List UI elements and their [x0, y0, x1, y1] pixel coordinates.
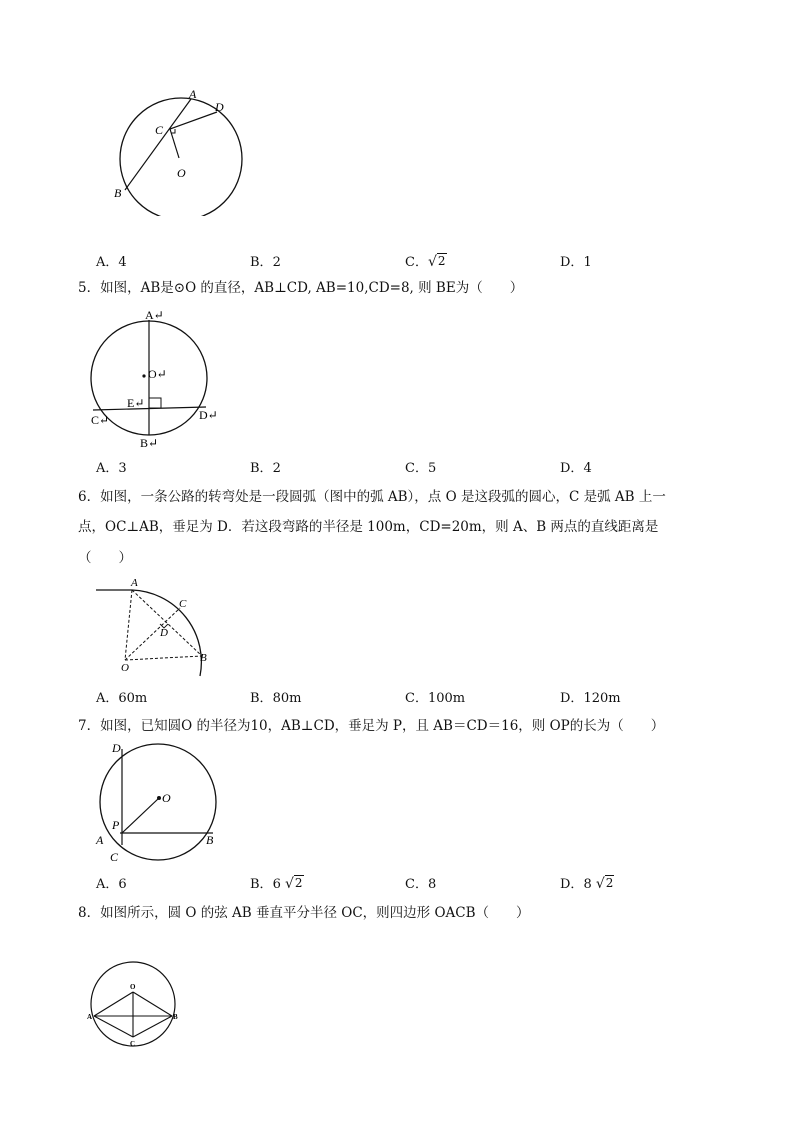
q8-label-O: O — [130, 983, 136, 991]
q8-figure — [86, 958, 186, 1050]
q6-option-a[interactable]: A．60m — [96, 691, 148, 706]
q6-label-C: C — [179, 598, 187, 610]
q8-label-C: C — [130, 1040, 136, 1048]
q5-label-E: E↵ — [127, 396, 145, 410]
q4-option-c[interactable]: C．√2 — [405, 254, 446, 270]
q7-label-A: A — [96, 833, 104, 847]
q6-question-line3: （ ） — [78, 550, 132, 566]
q5-label-O: O↵ — [148, 367, 167, 381]
q8-question-text: 8．如图所示，圆 O 的弦 AB 垂直平分半径 OC，则四边形 OACB（ ） — [78, 905, 530, 921]
q5-option-a[interactable]: A．3 — [96, 461, 127, 476]
q7-label-P: P — [112, 818, 120, 832]
q6-label-O: O — [121, 662, 129, 674]
q6-option-b[interactable]: B．80m — [250, 691, 302, 706]
q6-question-line2: 点，OC⊥AB，垂足为 D．若这段弯路的半径是 100m，CD=20m，则 A、B 两点的直线距离是 — [78, 519, 659, 535]
q4-label-A: A — [189, 87, 197, 101]
q7-figure — [92, 741, 222, 865]
q8-label-A: A — [87, 1013, 93, 1021]
q7-label-B: B — [206, 833, 214, 847]
sqrt-symbol: √2 — [595, 876, 614, 892]
q8-label-B: B — [173, 1013, 178, 1021]
q4-label-O: O — [177, 166, 186, 180]
q5-label-B: B↵ — [140, 436, 159, 450]
q7-option-a[interactable]: A．6 — [96, 877, 127, 892]
q6-figure — [94, 576, 219, 680]
q7-option-c[interactable]: C．8 — [405, 877, 437, 892]
q7-option-d[interactable]: D．8 √2 — [560, 876, 614, 892]
sqrt-symbol: √2 — [427, 254, 446, 270]
q5-option-b[interactable]: B．2 — [250, 461, 281, 476]
q7-label-C: C — [110, 850, 119, 864]
q6-option-c[interactable]: C．100m — [405, 691, 466, 706]
q4-option-b[interactable]: B．2 — [250, 255, 281, 270]
q6-label-B: B — [200, 652, 207, 664]
q5-label-A: A↵ — [145, 308, 164, 322]
q4-label-D: D — [215, 100, 224, 114]
q5-option-d[interactable]: D．4 — [560, 461, 592, 476]
q4-figure — [105, 86, 255, 216]
q5-option-c[interactable]: C．5 — [405, 461, 437, 476]
q5-question-text: 5．如图，AB是⊙O 的直径，AB⊥CD, AB=10,CD=8, 则 BE为（ ） — [78, 280, 524, 296]
sqrt-symbol: √2 — [284, 876, 303, 892]
q6-option-d[interactable]: D．120m — [560, 691, 621, 706]
q6-label-D: D — [160, 627, 168, 639]
q4-option-a[interactable]: A．4 — [96, 255, 127, 270]
q7-label-D: D — [112, 741, 121, 755]
q4-option-d[interactable]: D．1 — [560, 255, 592, 270]
q4-label-C: C — [155, 123, 164, 137]
q6-question-line1: 6．如图，一条公路的转弯处是一段圆弧（图中的弧 AB），点 O 是这段弧的圆心，C 是弧 AB 上一 — [78, 489, 666, 505]
q6-label-A: A — [131, 577, 138, 589]
q7-label-O: O — [162, 791, 171, 805]
q5-label-C: C↵ — [91, 413, 110, 427]
q4-label-B: B — [114, 186, 122, 200]
q5-figure — [88, 306, 228, 454]
q7-option-b[interactable]: B．6 √2 — [250, 876, 303, 892]
q5-label-D: D↵ — [199, 408, 218, 422]
q7-question-text: 7．如图，已知圆O 的半径为10，AB⊥CD，垂足为 P，且 AB＝CD＝16，则 OP的长为（ ） — [78, 718, 665, 734]
